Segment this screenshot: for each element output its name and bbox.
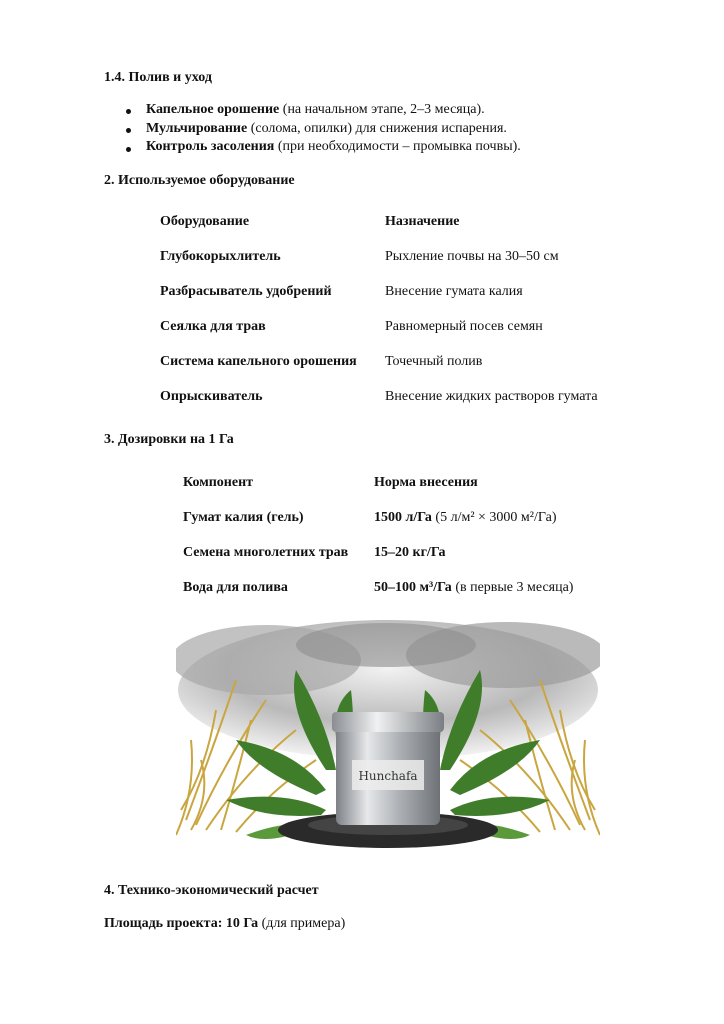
- table-cell: Гумат калия (гель): [183, 510, 304, 525]
- table-cell: Точечный полив: [385, 354, 483, 369]
- table-cell: Внесение жидких растворов гумата: [385, 389, 598, 404]
- section-heading-4: 4. Технико-экономический расчет: [104, 883, 319, 898]
- table-cell: Опрыскиватель: [160, 389, 263, 404]
- table-cell: 1500 л/Га (5 л/м² × 3000 м²/Га): [374, 510, 557, 525]
- list-item: Капельное орошение (на начальном этапе, 2–3 месяца).: [146, 102, 485, 117]
- jar-lid: [332, 712, 444, 732]
- bullet-dot: [126, 109, 131, 114]
- list-item: Контроль засоления (при необходимости – промывка почвы).: [146, 139, 521, 154]
- table-cell: Система капельного орошения: [160, 354, 357, 369]
- table-cell: Сеялка для трав: [160, 319, 266, 334]
- table-cell: Семена многолетних трав: [183, 545, 349, 560]
- section-heading-3: 3. Дозировки на 1 Га: [104, 432, 234, 447]
- table-cell: Разбрасыватель удобрений: [160, 284, 332, 299]
- project-area: Площадь проекта: 10 Га (для примера): [104, 916, 346, 931]
- product-illustration: [176, 620, 600, 868]
- humate-jar-illustration: [176, 620, 600, 868]
- table-cell: Равномерный посев семян: [385, 319, 543, 334]
- table-header: Норма внесения: [374, 475, 478, 490]
- table-header: Назначение: [385, 214, 460, 229]
- table-cell: Глубокорыхлитель: [160, 249, 281, 264]
- table-cell: Рыхление почвы на 30–50 см: [385, 249, 559, 264]
- section-heading-1-4: 1.4. Полив и уход: [104, 70, 212, 85]
- table-cell: 15–20 кг/Га: [374, 545, 446, 560]
- table-header: Оборудование: [160, 214, 250, 229]
- bullet-dot: [126, 147, 131, 152]
- bullet-dot: [126, 128, 131, 133]
- table-cell: 50–100 м³/Га (в первые 3 месяца): [374, 580, 574, 595]
- section-heading-2: 2. Используемое оборудование: [104, 173, 295, 188]
- table-cell: Внесение гумата калия: [385, 284, 523, 299]
- jar-label-text: Hunchafa: [358, 769, 418, 783]
- table-header: Компонент: [183, 475, 254, 490]
- list-item: Мульчирование (солома, опилки) для снижения испарения.: [146, 121, 507, 136]
- table-cell: Вода для полива: [183, 580, 288, 595]
